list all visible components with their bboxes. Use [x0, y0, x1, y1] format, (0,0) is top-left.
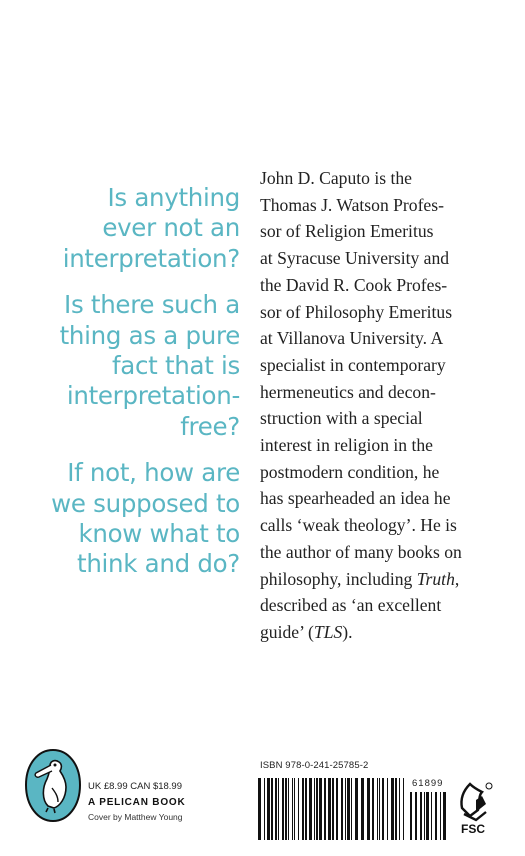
bio-line: John D. Caputo is the — [260, 168, 412, 188]
question-3-line-2: we supposed to — [51, 488, 240, 518]
addon-barcode-icon — [410, 792, 446, 840]
question-2-line-1: Is there such a — [64, 290, 240, 320]
question-1-line-3: interpretation? — [62, 243, 240, 273]
barcode-addon-number: 61899 — [412, 778, 444, 789]
bio-line: interest in religion in the — [260, 435, 433, 456]
book-title: Truth — [416, 568, 455, 589]
bio-text: ). — [342, 621, 353, 642]
bio-line: at Syracuse University and — [260, 248, 450, 269]
bio-text: , — [454, 568, 460, 589]
bio-line: at Villanova University. A — [260, 328, 444, 349]
review-source: TLS — [313, 621, 343, 642]
question-2-line-3: fact that is — [111, 351, 240, 381]
bio-line: described as ‘an excellent — [260, 595, 442, 616]
question-3-line-3: know what to — [78, 519, 240, 549]
bio-text: guide’ ( — [260, 621, 314, 642]
bio-line: sor of Philosophy Emeritus — [260, 301, 453, 322]
bio-line: hermeneutics and decon- — [260, 381, 436, 402]
bio-line: the David R. Cook Profes- — [260, 274, 448, 295]
barcode-icon — [258, 778, 404, 840]
bio-line: postmodern condition, he — [260, 461, 440, 482]
question-3-line-4: think and do? — [77, 549, 240, 579]
bio-line: specialist in contemporary — [260, 354, 446, 375]
isbn: ISBN 978-0-241-25785-2 — [260, 760, 369, 771]
question-1 — [0, 183, 240, 274]
bio-text: philosophy, including — [260, 568, 417, 589]
fsc-label: FSC — [461, 822, 485, 836]
bio-line: sor of Religion Emeritus — [260, 221, 434, 242]
bio-line — [260, 566, 510, 593]
question-2-line-5: free? — [180, 411, 240, 441]
fsc-logo-icon — [456, 780, 496, 836]
bio-line: has spearheaded an idea he — [260, 488, 451, 509]
question-2 — [0, 290, 240, 442]
series-name: A PELICAN BOOK — [88, 797, 186, 808]
bio-line: calls ‘weak theology’. He is — [260, 515, 457, 536]
author-bio — [260, 165, 510, 646]
question-3 — [0, 458, 240, 580]
bio-line: the author of many books on — [260, 541, 462, 562]
question-2-line-4: interpretation- — [66, 381, 240, 411]
bio-line: Thomas J. Watson Profes- — [260, 194, 444, 215]
back-cover-questions — [0, 183, 240, 596]
question-3-line-1: If not, how are — [67, 458, 240, 488]
bio-line: struction with a special — [260, 408, 423, 429]
question-1-line-1: Is anything — [107, 183, 240, 212]
pelican-logo-icon — [22, 748, 84, 823]
question-1-line-2: ever not an — [102, 213, 240, 243]
question-2-line-2: thing as a pure — [59, 320, 240, 350]
bio-line — [260, 619, 510, 646]
price: UK £8.99 CAN $18.99 — [88, 781, 183, 792]
cover-credit: Cover by Matthew Young — [88, 812, 183, 822]
